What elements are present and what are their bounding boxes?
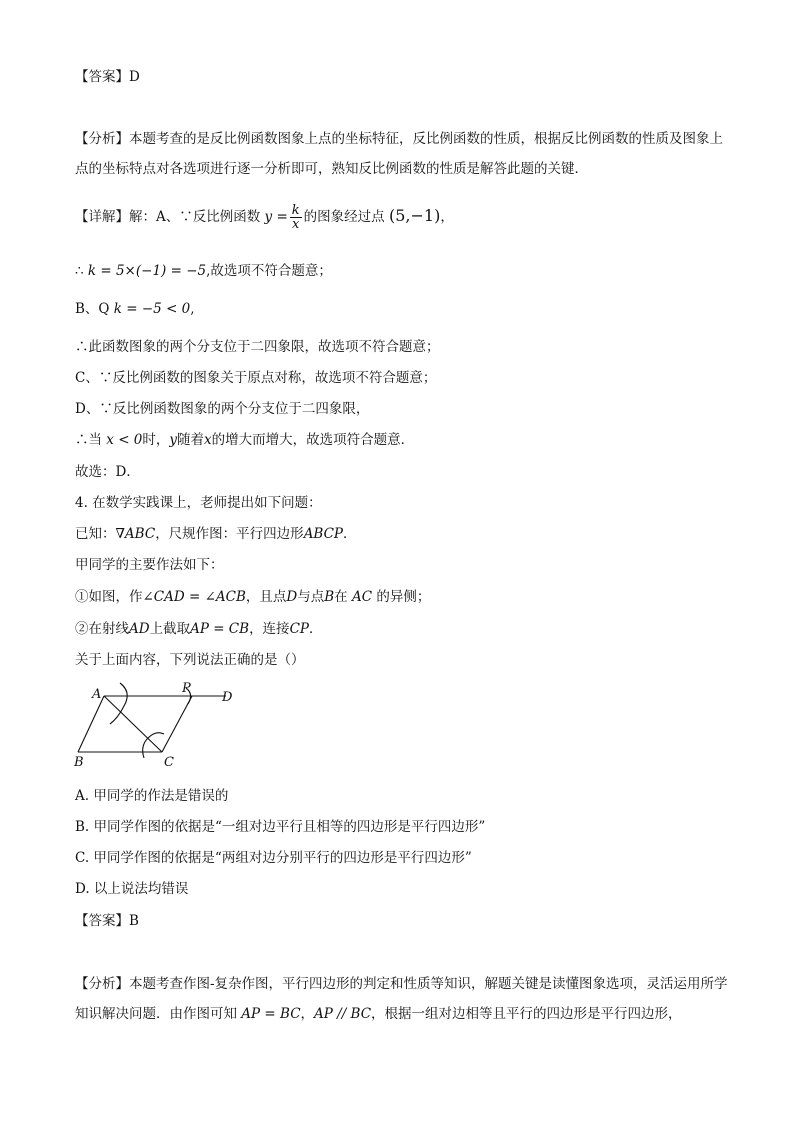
segment-ab [78, 696, 104, 752]
q-text: ． [308, 621, 323, 637]
segment-ac [104, 696, 162, 752]
label-d: D [222, 690, 233, 705]
answer-value: D [129, 69, 140, 85]
option-a: A. 甲同学的作法是错误的 [75, 788, 229, 804]
detail-line-5: C、∵反比例函数的图象关于原点对称，故选项不符合题意； [75, 370, 437, 386]
detail-text: 解：A、∵反比例函数 [129, 209, 261, 225]
math-ap-equals-cb: AP = CB [190, 621, 250, 637]
detail-text: ， [440, 209, 454, 225]
q-text: ，尺规作图：平行四边形 [155, 526, 304, 542]
q-text: 上截取 [149, 621, 191, 637]
math-k-calc: k = 5×(−1) = −5 [87, 263, 207, 279]
detail-text: 随着 [177, 432, 205, 448]
detail-text: 时， [142, 432, 170, 448]
detail-text: B、 [75, 301, 99, 317]
label-c: C [164, 755, 174, 770]
analysis-paragraph-2 [75, 969, 735, 1029]
question-4-given [75, 525, 357, 543]
label-b: B [74, 755, 84, 770]
math-segment-ac: AC [351, 589, 373, 605]
math-angle-equality: ∠CAD = ∠ACB [142, 589, 246, 605]
math-y: y [169, 432, 178, 448]
option-c: C. 甲同学作图的依据是“两组对边分别平行的四边形是平行四边形” [75, 850, 472, 866]
question-4-step-1 [75, 588, 430, 606]
math-ray-ad: AD [129, 621, 150, 637]
analysis-text: 本题考查的是反比例函数图象上点的坐标特征，反比例函数的性质，根据反比例函数的性质及图象上点的坐标特点对各选项进行逐一分析即可，熟知反比例函数的性质是解答此题的关键． [75, 131, 723, 177]
question-4-stem: 4. 在数学实践课上，老师提出如下问题： [75, 495, 322, 511]
q-text: ②在射线 [75, 621, 129, 637]
detail-line-8: 故选：D． [75, 464, 140, 480]
q-text: 与点 [297, 589, 325, 605]
math-k-negative: k = −5 < 0 [113, 301, 191, 317]
q-text: 的异侧； [376, 589, 431, 605]
fraction-numerator: k [291, 203, 300, 218]
analysis-text: ，根据一组对边相等且平行的四边形是平行四边形， [371, 1006, 682, 1022]
construction-figure [72, 680, 252, 780]
answer-line-2 [75, 912, 139, 930]
math-segment-cp: CP [289, 621, 309, 637]
label-a: A [92, 687, 102, 702]
analysis-text: ， [300, 1006, 315, 1022]
math-point-b: B [324, 589, 335, 605]
q-text: ． [343, 526, 357, 542]
option-b: B. 甲同学作图的依据是“一组对边平行且相等的四边形是平行四边形” [75, 819, 486, 835]
label-p: P [182, 681, 191, 696]
q-text: 在 [334, 589, 348, 605]
answer-label: 【答案】 [75, 69, 129, 85]
math-point-d: D [286, 589, 298, 605]
analysis-label: 【分析】 [75, 976, 129, 992]
detail-label: 【详解】 [75, 209, 129, 225]
q-text: ，且点 [245, 589, 287, 605]
detail-text: 的图象经过点 [303, 209, 385, 225]
answer-value: B [129, 913, 139, 929]
q-text: ，连接 [249, 621, 290, 637]
math-parallelogram: ABCP [303, 526, 344, 542]
question-4-step-2 [75, 620, 322, 638]
math-ap-equals-bc: AP = BC [241, 1006, 301, 1022]
detail-text: , [190, 301, 195, 317]
detail-text: ∴当 [75, 432, 102, 448]
therefore-symbol: ∴ [75, 263, 84, 279]
analysis-label: 【分析】 [75, 131, 129, 147]
detail-text: ,故选项不符合题意； [206, 263, 332, 279]
math-y-equals: y = [264, 209, 288, 225]
math-point: (5,−1) [388, 206, 441, 225]
detail-line-1 [75, 204, 454, 231]
detail-line-2 [75, 262, 332, 280]
math-condition: x < 0 [106, 432, 143, 448]
option-d: D. 以上说法均错误 [75, 881, 189, 897]
detail-line-6: D、∵反比例函数图象的两个分支位于二四象限， [75, 401, 370, 417]
answer-label: 【答案】 [75, 913, 129, 929]
detail-line-7 [75, 431, 414, 449]
q-text: 已知： [75, 526, 116, 542]
math-triangle: ∇ABC [115, 526, 156, 542]
detail-text: 的增大而增大，故选项符合题意． [211, 432, 415, 448]
detail-line-3 [75, 300, 195, 318]
math-ap-parallel-bc: AP // BC [314, 1006, 372, 1022]
because-glyph: Q [98, 301, 110, 317]
analysis-text: 本题考查作图-复杂作图，平行四边形的判定和性质等知识，解题关键是读懂图象选项，灵活运用所学知识解决问题．由作图可知 [75, 976, 728, 1022]
analysis-paragraph-1 [75, 124, 735, 184]
detail-line-4: ∴此函数图象的两个分支位于二四象限，故选项不符合题意； [75, 339, 440, 355]
fraction-denominator: x [292, 217, 300, 232]
answer-line-1 [75, 68, 140, 86]
fraction-k-over-x [290, 204, 302, 231]
math-x: x [204, 432, 212, 448]
segment-cp [162, 696, 192, 752]
q-text: ①如图，作 [75, 589, 143, 605]
question-4-method-intro: 甲同学的主要作法如下： [75, 557, 224, 573]
question-4-prompt: 关于上面内容，下列说法正确的是（） [75, 652, 305, 668]
construction-arc-a [110, 683, 127, 724]
